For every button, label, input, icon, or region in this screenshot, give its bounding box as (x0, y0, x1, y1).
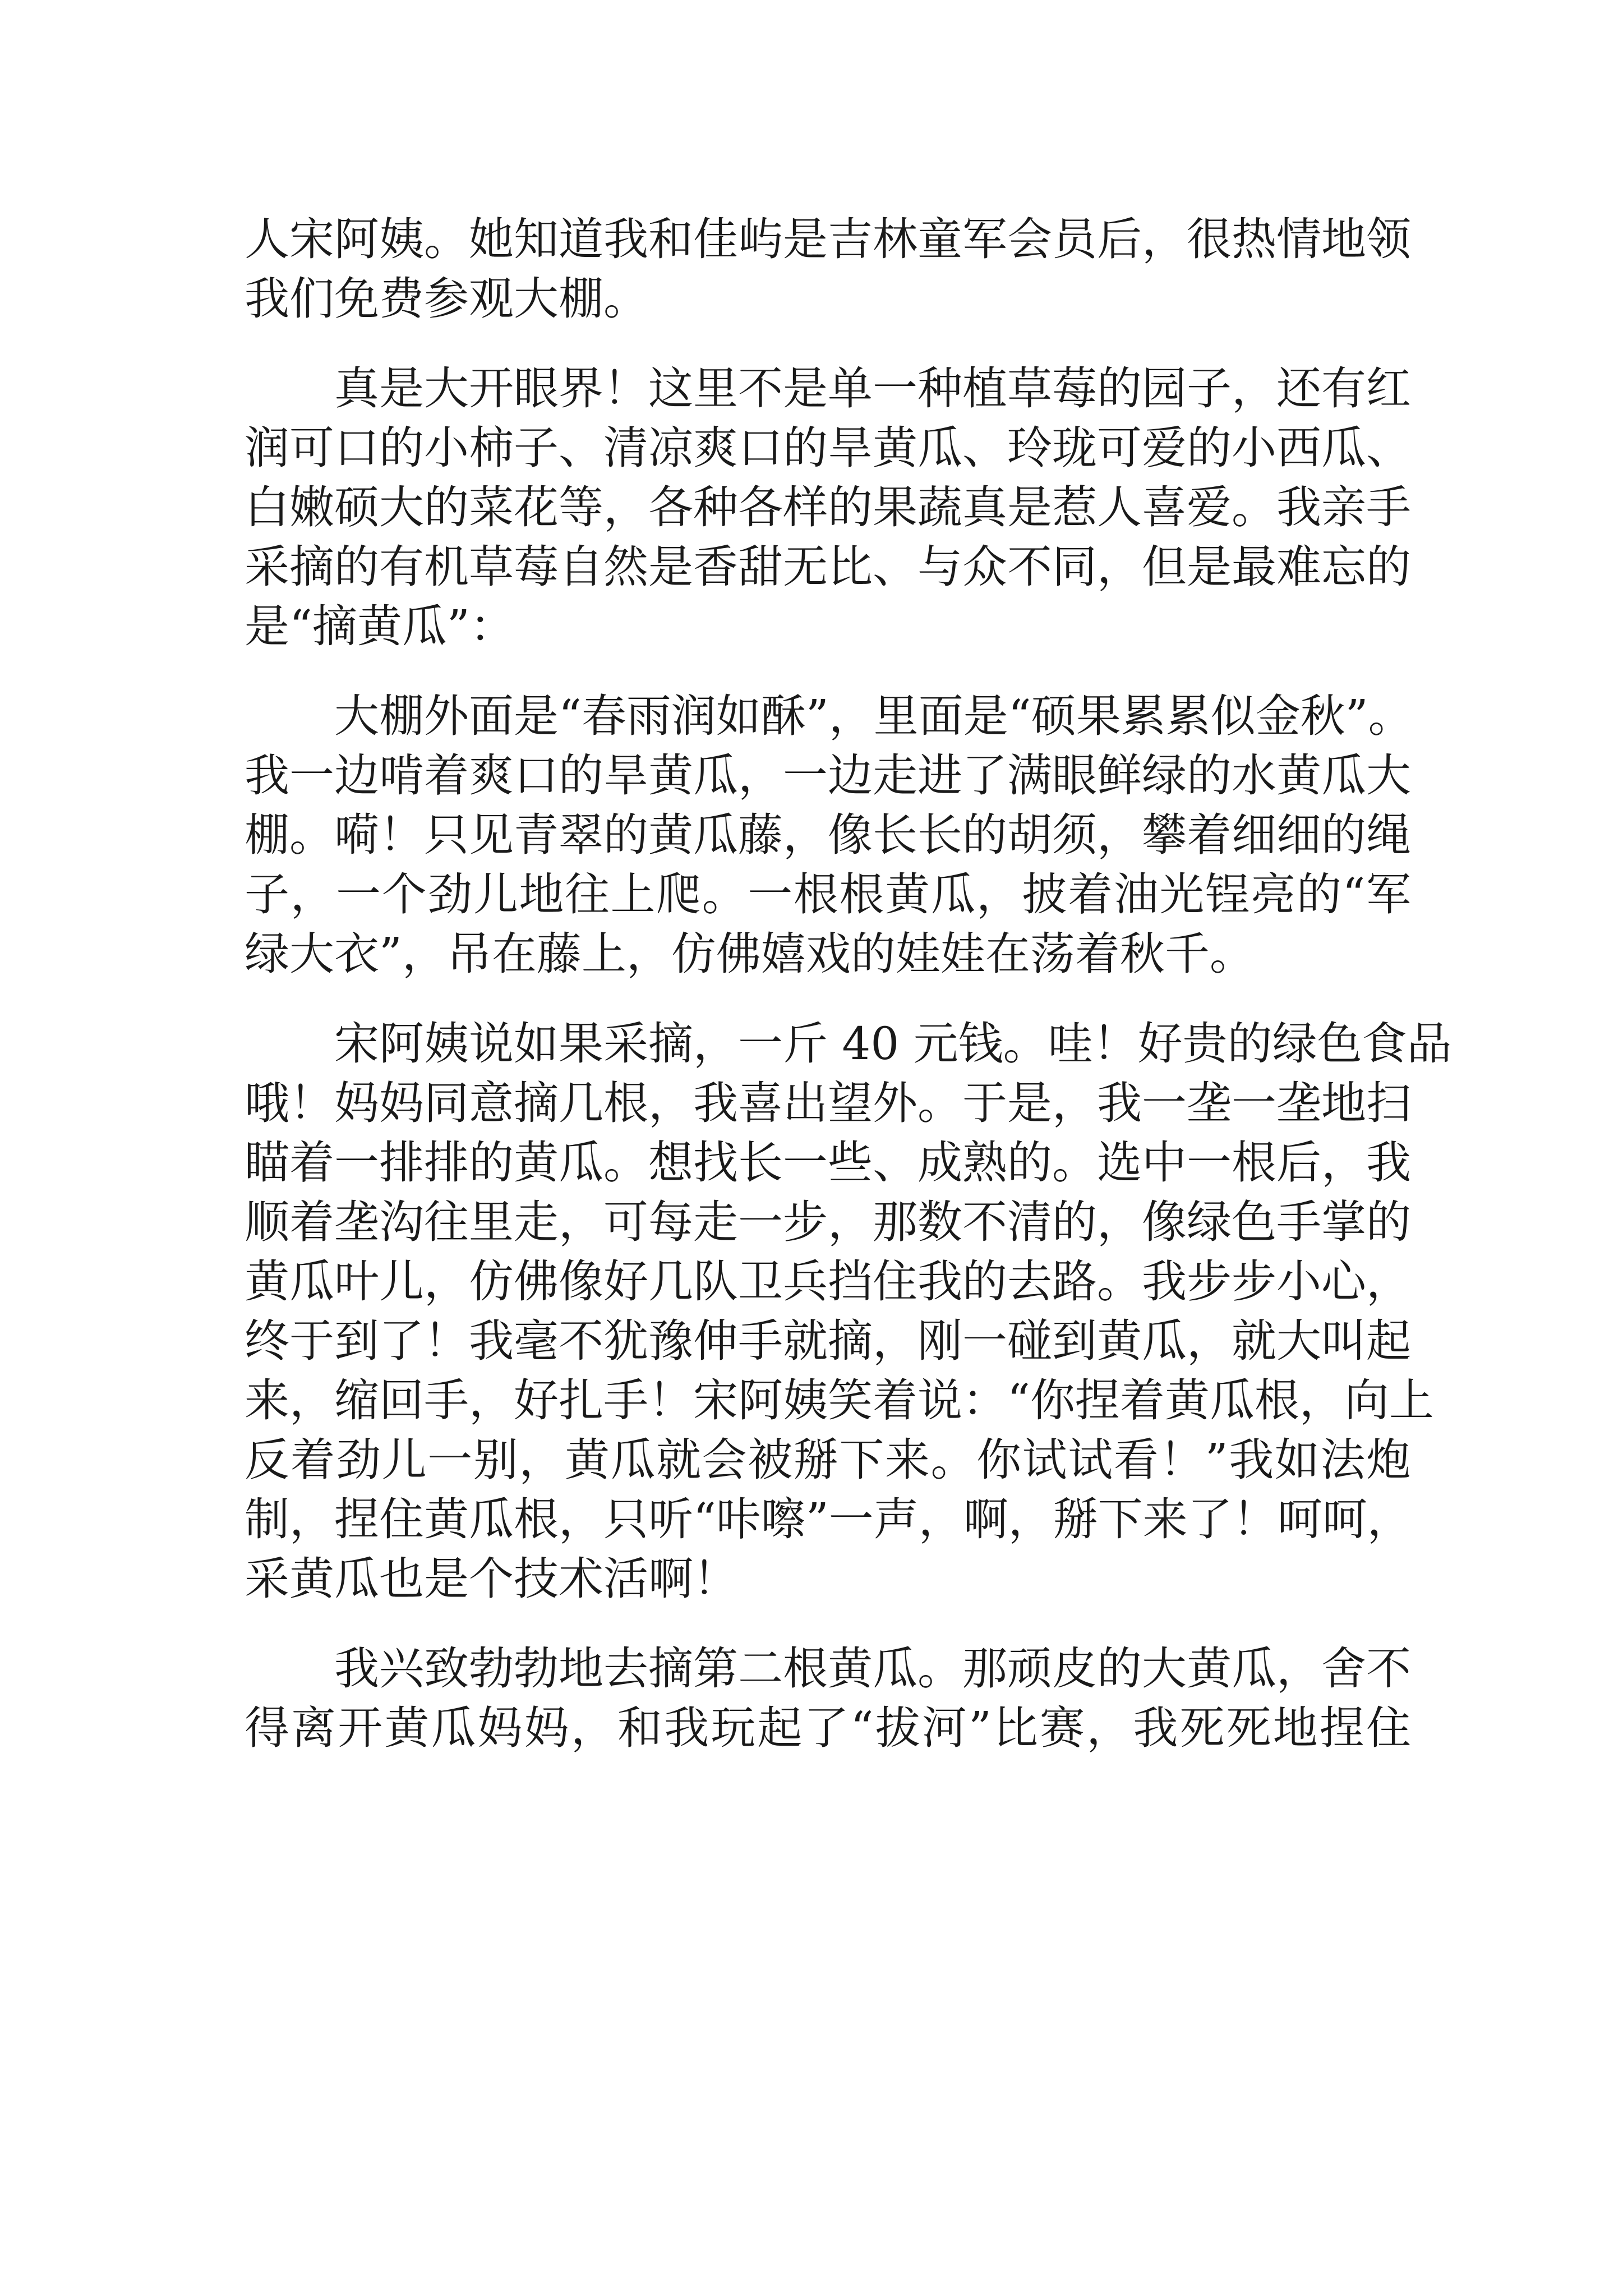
text-line: 我兴致勃勃地去摘第二根黄瓜。那顽皮的大黄瓜，舍不 (334, 1642, 1411, 1695)
paragraph (245, 1014, 1452, 1609)
text-line: 黄瓜叶儿，仿佛像好几队卫兵挡住我的去路。我步步小心， (245, 1255, 1411, 1308)
text-line: 来，缩回手，好扎手！宋阿姨笑着说：“你捏着黄瓜根，向上 (245, 1374, 1434, 1427)
paragraph (245, 210, 1411, 329)
text-line: 大棚外面是“春雨润如酥”，里面是“硕果累累似金秋”。 (334, 690, 1413, 742)
text-line: 人宋阿姨。她知道我和佳屿是吉林童军会员后，很热情地领 (245, 213, 1411, 265)
text-line: 润可口的小柿子、清凉爽口的旱黄瓜、玲珑可爱的小西瓜、 (245, 422, 1411, 474)
text-line: 宋阿姨说如果采摘，一斤 40 元钱。哇！好贵的绿色食品 (334, 1018, 1452, 1070)
text-line: 哦！妈妈同意摘几根，我喜出望外。于是，我一垄一垄地扫 (245, 1077, 1411, 1129)
text-line: 制，捏住黄瓜根，只听“咔嚓”一声，啊，掰下来了！呵呵， (245, 1493, 1412, 1545)
text-line: 反着劲儿一别，黄瓜就会被掰下来。你试试看！”我如法炮 (245, 1434, 1411, 1486)
paragraph (245, 687, 1411, 984)
text-line: 终于到了！我毫不犹豫伸手就摘，刚一碰到黄瓜，就大叫起 (245, 1315, 1411, 1367)
text-line: 真是大开眼界！这里不是单一种植草莓的园子，还有红 (334, 362, 1411, 415)
text-line: 是“摘黄瓜”： (245, 600, 515, 652)
paragraph (245, 359, 1411, 656)
paragraph (245, 1639, 1411, 1758)
document-body (245, 210, 1452, 1758)
text-line: 顺着垄沟往里走，可每走一步，那数不清的，像绿色手掌的 (245, 1196, 1411, 1248)
text-line: 棚。嗬！只见青翠的黄瓜藤，像长长的胡须，攀着细细的绳 (245, 809, 1411, 861)
text-line: 我们免费参观大棚。 (245, 273, 648, 325)
text-line: 子，一个劲儿地往上爬。一根根黄瓜，披着油光锃亮的“军 (245, 868, 1411, 921)
text-line: 瞄着一排排的黄瓜。想找长一些、成熟的。选中一根后，我 (245, 1137, 1411, 1189)
text-line: 白嫩硕大的菜花等，各种各样的果蔬真是惹人喜爱。我亲手 (245, 481, 1411, 533)
text-line: 采摘的有机草莓自然是香甜无比、与众不同，但是最难忘的 (245, 541, 1411, 593)
text-line: 我一边啃着爽口的旱黄瓜，一边走进了满眼鲜绿的水黄瓜大 (245, 749, 1411, 802)
text-line: 得离开黄瓜妈妈，和我玩起了“拔河”比赛，我死死地捏住 (245, 1702, 1411, 1754)
text-line: 绿大衣”，吊在藤上，仿佛嬉戏的娃娃在荡着秋千。 (245, 928, 1255, 980)
text-line: 采黄瓜也是个技术活啊！ (245, 1553, 738, 1605)
